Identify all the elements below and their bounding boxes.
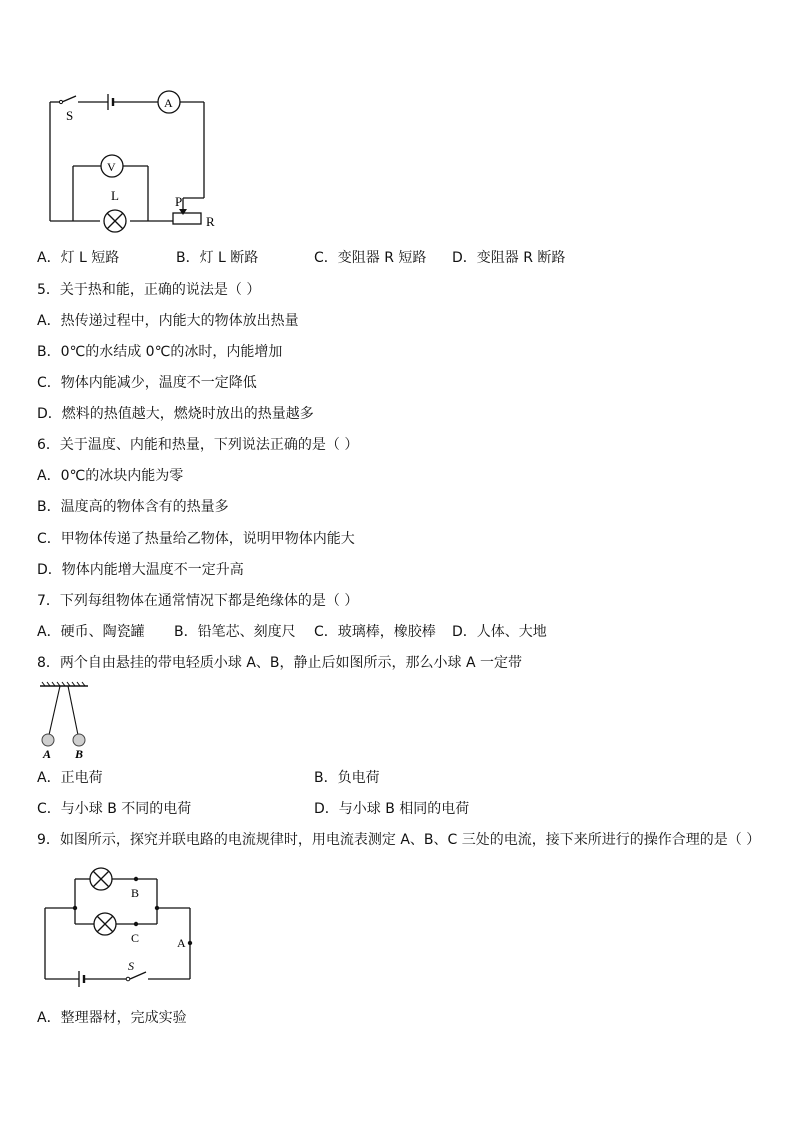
q5-stem: 5．关于热和能，正确的说法是（ ） [37,282,261,298]
label-p: P [175,194,183,209]
label-c: C [131,931,140,945]
q4-circuit-diagram [40,88,240,233]
q9-stem: 9．如图所示，探究并联电路的电流规律时，用电流表测定 A、B、C 三处的电流，接下来所进行的操作合理的是（ ） [37,832,761,848]
q6-option-d: D．物体内能增大温度不一定升高 [37,562,244,578]
q5-option-d: D．燃料的热值越大，燃烧时放出的热量越多 [37,406,314,422]
q8-option-c: C．与小球 B 不同的电荷 [37,801,192,817]
q8-figure [38,682,98,762]
q7-option-a: A．硬币、陶瓷罐 [37,624,145,640]
ball-b [73,734,85,746]
q4-option-d: D．变阻器 R 断路 [452,250,566,266]
q5-option-c: C．物体内能减少，温度不一定降低 [37,375,257,391]
q8-stem: 8．两个自由悬挂的带电轻质小球 A、B，静止后如图所示，那么小球 A 一定带 [37,655,523,671]
label-a: A [164,96,173,110]
rheostat-r [173,213,201,224]
label-r: R [206,214,215,229]
label-ball-a: A [43,747,52,761]
q9-option-a: A．整理器材，完成实验 [37,1010,187,1026]
q7-option-c: C．玻璃棒，橡胶棒 [314,624,436,640]
q4-option-b: B．灯 L 断路 [176,250,259,266]
q5-option-b: B．0℃的水结成 0℃的冰时，内能增加 [37,344,283,360]
label-a: A [177,936,186,950]
q9-circuit-diagram [40,866,210,996]
q7-option-b: B．铅笔芯、刻度尺 [174,624,296,640]
switch-q9 [130,972,146,979]
ball-a [42,734,54,746]
q6-option-c: C．甲物体传递了热量给乙物体，说明甲物体内能大 [37,531,355,547]
q7-option-d: D．人体、大地 [452,624,547,640]
label-b: B [131,886,140,900]
q4-option-a: A．灯 L 短路 [37,250,120,266]
label-s: S [66,108,74,123]
q6-stem: 6．关于温度、内能和热量，下列说法正确的是（ ） [37,437,359,453]
switch-s [62,96,76,102]
label-ball-b: B [75,747,84,761]
q5-option-a: A．热传递过程中，内能大的物体放出热量 [37,313,299,329]
q7-stem: 7．下列每组物体在通常情况下都是绝缘体的是（ ） [37,593,359,609]
label-v: V [107,160,116,174]
q6-option-b: B．温度高的物体含有的热量多 [37,499,229,515]
label-s: S [128,959,134,973]
q4-option-c: C．变阻器 R 短路 [314,250,427,266]
q6-option-a: A．0℃的冰块内能为零 [37,468,184,484]
q8-option-a: A．正电荷 [37,770,103,786]
q8-option-b: B．负电荷 [314,770,380,786]
q8-option-d: D．与小球 B 相同的电荷 [314,801,470,817]
label-l: L [111,188,119,203]
